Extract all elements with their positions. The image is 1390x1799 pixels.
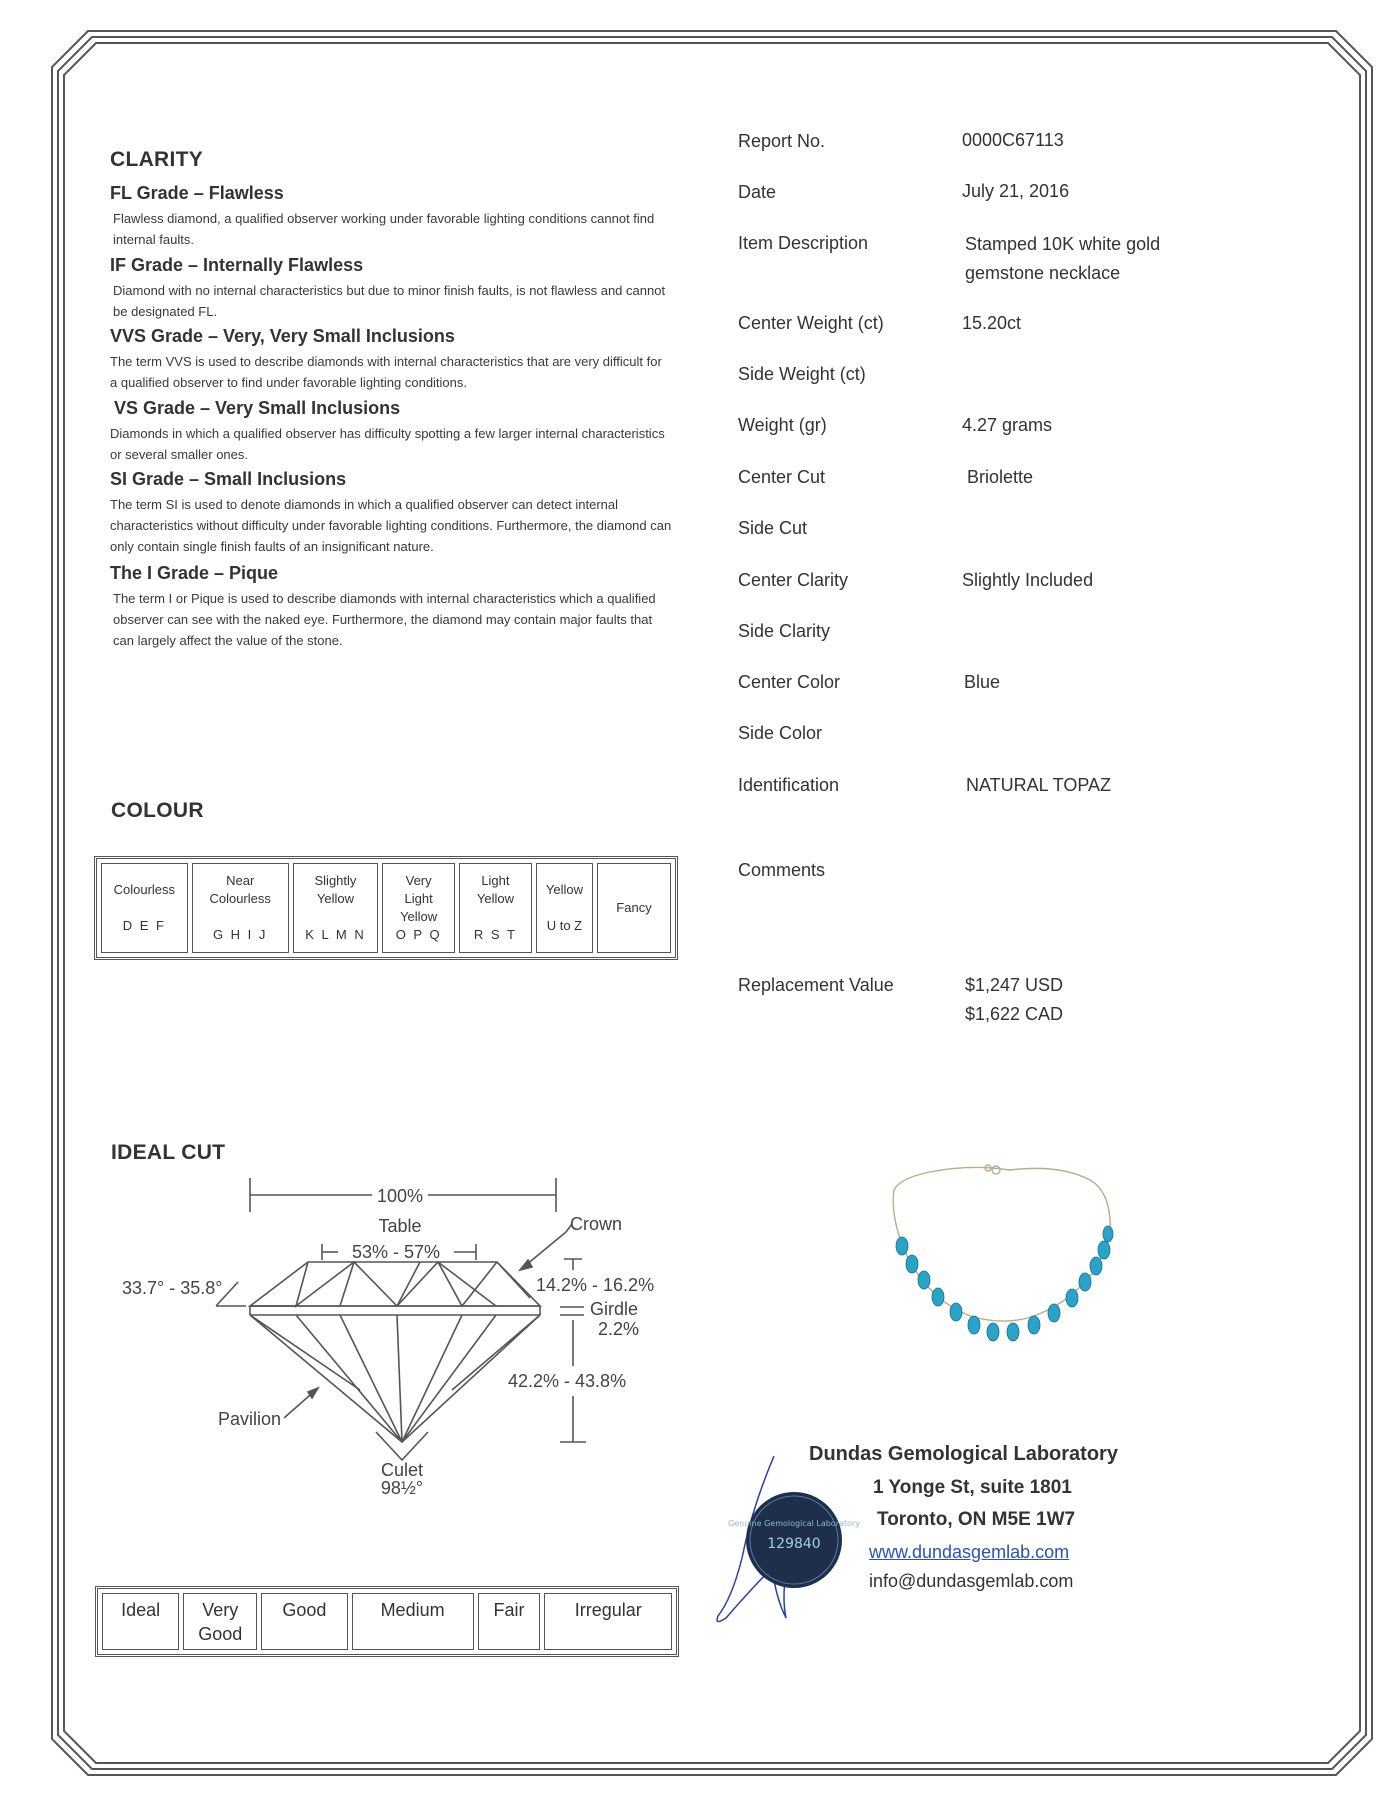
cut-grade-cell: Medium [352, 1593, 474, 1650]
cut-crown-angle: 33.7° - 35.8° [122, 1278, 223, 1298]
report-label: Side Weight (ct) [738, 364, 866, 384]
report-label: Item Description [738, 233, 869, 253]
report-label: Center Weight (ct) [738, 313, 884, 333]
report-label: Date [738, 182, 777, 202]
ideal-cut-heading: IDEAL CUT [111, 1141, 226, 1164]
colour-cell [536, 863, 593, 953]
colour-name: Colourless [113, 882, 176, 897]
cut-culet-pct: 98½° [380, 1478, 424, 1498]
report-value: Stamped 10K white gold [965, 234, 1161, 254]
cut-pavilion-label: Pavilion [218, 1409, 282, 1429]
cut-crown-height: 14.2% - 16.2% [536, 1275, 655, 1295]
diamond-cut-diagram [100, 1170, 700, 1510]
colour-grade-table [94, 856, 678, 960]
report-value: Slightly Included [962, 570, 1094, 590]
colour-cell [192, 863, 289, 953]
cut-table-label: Table [378, 1216, 422, 1236]
colour-name: Light Yellow [476, 873, 514, 906]
grade-si-desc: The term SI is used to denote diamonds in which a qualified observer can detect internal characteristics without difficulty under favorable lighting conditions. Furthermore, the diamond can only contain single finish faults of an insignificant nature. [110, 497, 672, 554]
colour-cell [597, 863, 671, 953]
colour-heading: COLOUR [111, 799, 204, 822]
report-label: Center Clarity [738, 570, 849, 590]
grade-i-title: The I Grade – Pique [110, 563, 279, 583]
report-label: Side Cut [738, 518, 808, 538]
colour-grades: R S T [473, 927, 517, 942]
colour-grades: O P Q [395, 927, 442, 942]
report-label: Side Color [738, 723, 823, 743]
grade-if-title: IF Grade – Internally Flawless [110, 255, 364, 275]
colour-grades: K L M N [305, 927, 366, 942]
colour-name: Near Colourless [209, 873, 271, 906]
report-value-line2: $1,622 CAD [965, 1004, 1064, 1024]
cut-table-range: 53% - 57% [351, 1242, 441, 1262]
report-value: $1,247 USD [965, 975, 1064, 995]
report-label: Center Cut [738, 467, 826, 487]
report-value: NATURAL TOPAZ [966, 775, 1112, 795]
colour-name: Very Light Yellow [400, 873, 438, 924]
cut-girdle-pct: 2.2% [598, 1319, 640, 1339]
grade-fl-title: FL Grade – Flawless [110, 183, 284, 203]
report-value: Briolette [967, 467, 1034, 487]
cut-grade-cell: Very Good [183, 1593, 257, 1650]
colour-name: Fancy [616, 900, 652, 915]
seal-text: Genuine Gemological Laboratory [728, 1519, 860, 1528]
grade-vs-title: VS Grade – Very Small Inclusions [114, 398, 401, 418]
colour-grades: G H I J [212, 927, 268, 942]
colour-name: Slightly Yellow [314, 873, 357, 906]
necklace-photo [860, 1150, 1140, 1380]
report-label: Center Color [738, 672, 841, 692]
cut-grade-cell: Good [261, 1593, 347, 1650]
lab-email: info@dundasgemlab.com [869, 1571, 1074, 1591]
grade-vvs-desc: The term VVS is used to describe diamonds with internal characteristics that are very difficult for a qualified observer to find under favorable lighting conditions. [110, 354, 662, 390]
report-value-line2: gemstone necklace [965, 263, 1121, 283]
cut-grade-table [95, 1586, 679, 1657]
report-label: Identification [738, 775, 840, 795]
report-label: Weight (gr) [738, 415, 827, 435]
report-label: Comments [738, 860, 826, 880]
grade-fl-desc: Flawless diamond, a qualified observer working under favorable lighting conditions cannot find internal faults. [113, 211, 655, 247]
colour-cell [293, 863, 379, 953]
cut-pavilion-depth: 42.2% - 43.8% [508, 1371, 627, 1391]
grade-if-desc: Diamond with no internal characteristics but due to minor finish faults, is not flawless and cannot be designated FL. [113, 283, 666, 319]
report-value: 15.20ct [962, 313, 1022, 333]
colour-grades: U to Z [546, 918, 583, 933]
report-value: 0000C67113 [962, 130, 1064, 150]
colour-grades: D E F [122, 918, 166, 933]
cut-total-label: 100% [376, 1186, 424, 1206]
cut-grade-cell: Irregular [544, 1593, 672, 1650]
grade-i-desc: The term I or Pique is used to describe diamonds with internal characteristics which a qualified observer can see with the naked eye. Furthermore, the diamond may contain major faults that can largely affect the value of the stone. [113, 591, 656, 648]
lab-address2: Toronto, ON M5E 1W7 [877, 1509, 1076, 1530]
report-value: July 21, 2016 [962, 181, 1070, 201]
report-label: Replacement Value [738, 975, 894, 995]
colour-cell [459, 863, 532, 953]
cut-grade-cell: Ideal [102, 1593, 179, 1650]
colour-cell [101, 863, 188, 953]
colour-name: Yellow [545, 882, 583, 897]
report-label: Report No. [738, 131, 826, 151]
clarity-heading: CLARITY [110, 148, 204, 171]
grade-vs-desc: Diamonds in which a qualified observer has difficulty spotting a few larger internal characteristics or several smaller ones. [110, 426, 665, 462]
seal-number: 129840 [767, 1536, 821, 1552]
colour-cell [382, 863, 455, 953]
lab-address1: 1 Yonge St, suite 1801 [873, 1477, 1072, 1498]
cut-culet-label: Culet [380, 1460, 424, 1480]
cut-girdle-label: Girdle [590, 1299, 639, 1319]
cut-grade-cell: Fair [478, 1593, 541, 1650]
grade-si-title: SI Grade – Small Inclusions [110, 469, 347, 489]
lab-website-link[interactable]: www.dundasgemlab.com [869, 1542, 1070, 1562]
report-label: Side Clarity [738, 621, 831, 641]
lab-name: Dundas Gemological Laboratory [809, 1443, 1118, 1465]
report-value: Blue [964, 672, 1001, 692]
report-value: 4.27 grams [962, 415, 1053, 435]
grade-vvs-title: VVS Grade – Very, Very Small Inclusions [110, 326, 455, 346]
cut-crown-label: Crown [570, 1214, 623, 1234]
lab-seal [712, 1448, 862, 1633]
